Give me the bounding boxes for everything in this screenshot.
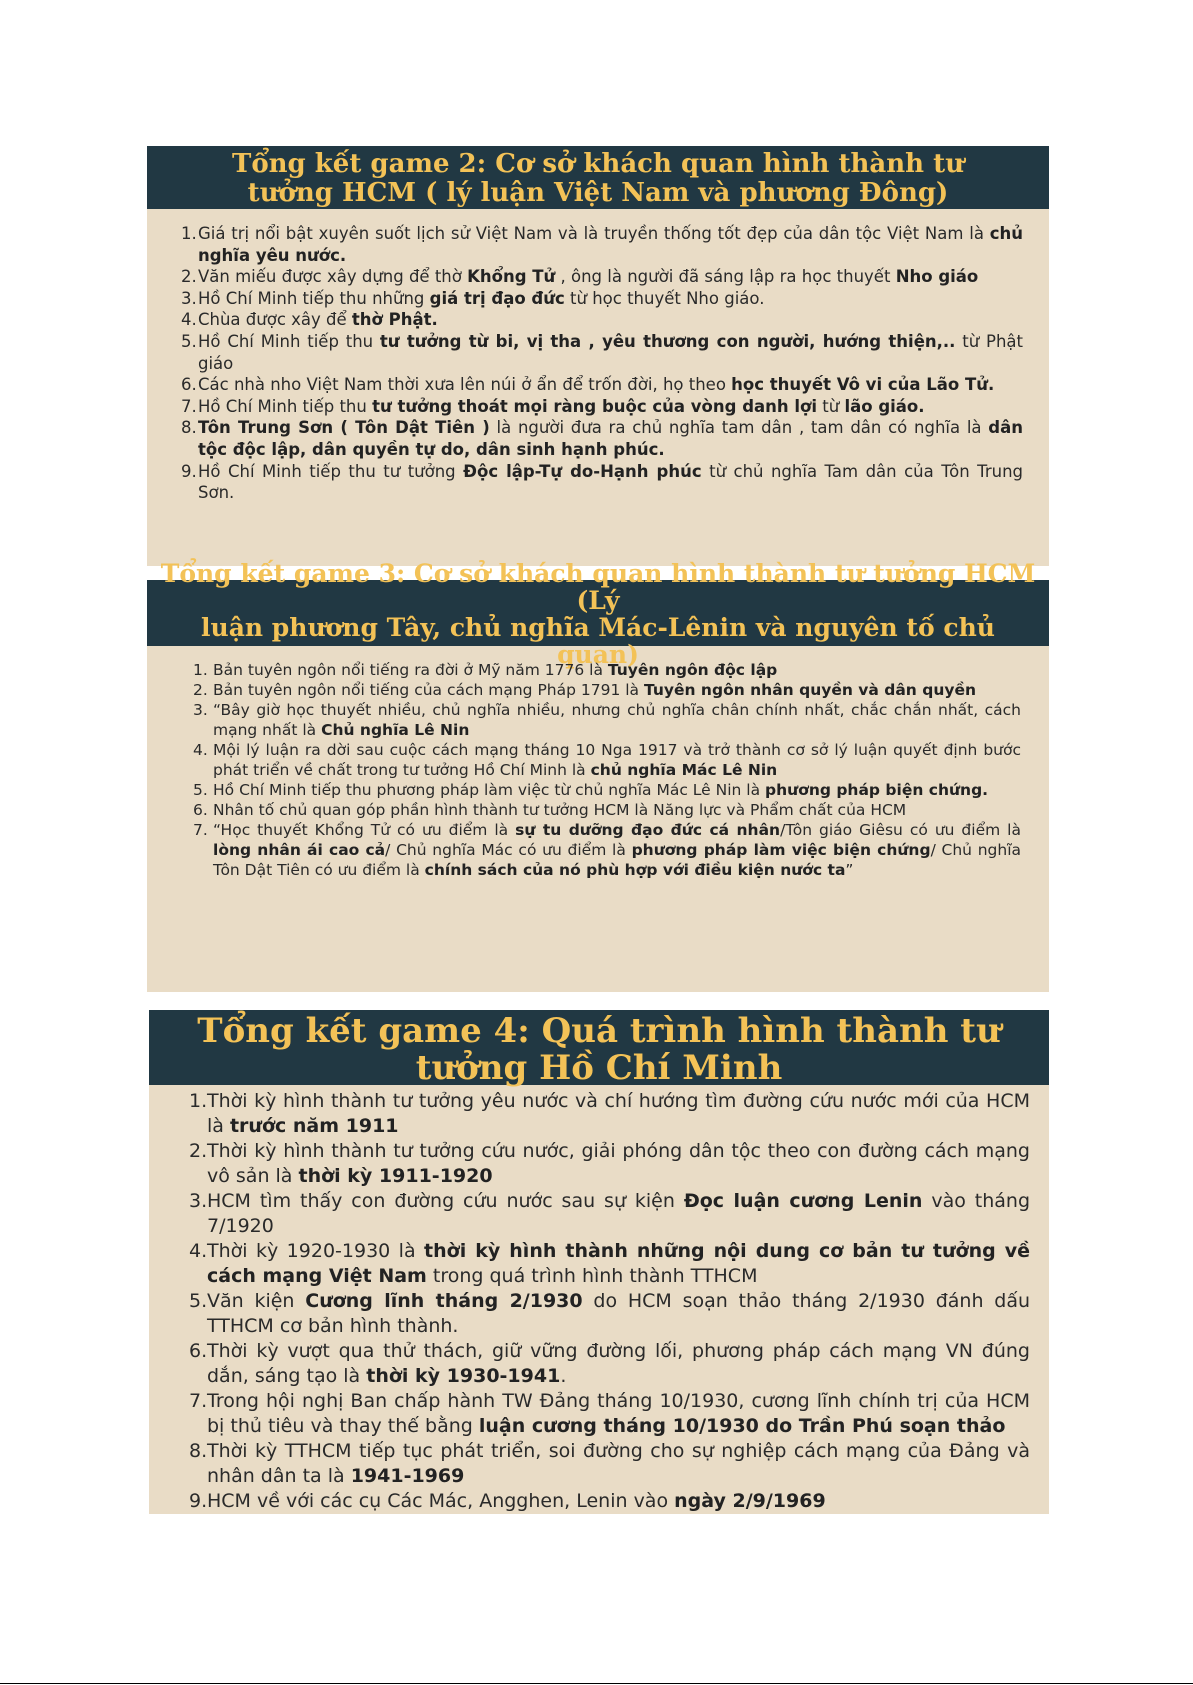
list-item xyxy=(193,680,1021,700)
list-item xyxy=(189,1189,1030,1239)
list-item xyxy=(189,1139,1030,1189)
page-bottom-rule xyxy=(0,1683,1193,1684)
list-item-number: 8. xyxy=(189,1440,208,1462)
list-item-text: Nhân tố chủ quan góp phần hình thành tư tưởng HCM là Năng lực và Phẩm chất của HCM xyxy=(213,801,907,819)
list-item xyxy=(189,1089,1030,1139)
list-item-text: Hồ Chí Minh tiếp thu phương pháp làm việc từ chủ nghĩa Mác Lê Nin là phương pháp biện chứng. xyxy=(213,781,989,799)
card-title xyxy=(147,146,1049,209)
list-item-number: 9. xyxy=(189,1490,208,1512)
list-item-number: 2. xyxy=(193,681,208,699)
list-item-text: Tôn Trung Sơn ( Tôn Dật Tiên ) là người đưa ra chủ nghĩa tam dân , tam dân có nghĩa là dân tộc độc lập, dân quyền tự do, dân sinh hạnh phúc. xyxy=(198,418,1023,459)
list-item-number: 6. xyxy=(193,801,208,819)
list-item xyxy=(193,740,1021,780)
list-item-text: Chùa được xây để thờ Phật. xyxy=(198,310,438,330)
list-item-text: Hồ Chí Minh tiếp thu tư tưởng từ bi, vị tha , yêu thương con người, hướng thiện,.. từ Phật giáo xyxy=(198,331,1023,373)
summary-list xyxy=(147,209,1049,504)
list-item-text: Giá trị nổi bật xuyên suốt lịch sử Việt Nam và là truyền thống tốt đẹp của dân tộc Việt Nam là chủ nghĩa yêu nước. xyxy=(198,224,1023,265)
list-item-text: Thời kỳ TTHCM tiếp tục phát triển, soi đường cho sự nghiệp cách mạng của Đảng và nhân dân ta là 1941-1969 xyxy=(207,1440,1030,1487)
card-title-line: tưởng Hồ Chí Minh xyxy=(415,1047,783,1088)
list-item-text: “Bây giờ học thuyết nhiều, chủ nghĩa nhiều, nhưng chủ nghĩa chân chính nhất, chắc chắn nhất, cách mạng nhất là Chủ nghĩa Lê Nin xyxy=(213,701,1021,739)
list-item-number: 4. xyxy=(181,310,197,330)
list-item xyxy=(181,309,1023,331)
card-title xyxy=(147,559,1049,669)
list-item-number: 1. xyxy=(189,1090,208,1112)
list-item-text: Bản tuyên ngôn nổi tiếng của cách mạng Pháp 1791 là Tuyên ngôn nhân quyền và dân quyền xyxy=(213,681,977,699)
list-item-text: Thời kỳ hình thành tư tưởng yêu nước và chí hướng tìm đường cứu nước mới của HCM là trước năm 1911 xyxy=(207,1090,1030,1137)
list-item-number: 1. xyxy=(193,661,208,679)
list-item xyxy=(181,396,1023,418)
list-item-text: Bản tuyên ngôn nổi tiếng ra đời ở Mỹ năm 1776 là Tuyên ngôn độc lập xyxy=(213,661,778,679)
list-item-text: Thời kỳ vượt qua thử thách, giữ vững đường lối, phương pháp cách mạng VN đúng dắn, sáng tạo là thời kỳ 1930-1941. xyxy=(207,1340,1030,1387)
card-title-line: luận phương Tây, chủ nghĩa Mác-Lênin và nguyên tố chủ quan) xyxy=(201,613,995,669)
list-item-number: 7. xyxy=(181,396,197,416)
card-title-line: tưởng HCM ( lý luận Việt Nam và phương Đông) xyxy=(247,177,949,208)
list-item xyxy=(189,1339,1030,1389)
list-item xyxy=(181,374,1023,396)
list-item-number: 3. xyxy=(189,1190,208,1212)
list-item xyxy=(181,266,1023,288)
summary-list xyxy=(147,646,1049,880)
card-title xyxy=(149,1010,1049,1088)
summary-card-game-4 xyxy=(147,1010,1049,1514)
list-item-text: “Học thuyết Khổng Tử có ưu điểm là sự tu dưỡng đạo đức cá nhân/Tôn giáo Giêsu có ưu điểm là lòng nhân ái cao cả/ Chủ nghĩa Mác có ưu điểm là phương pháp làm việc biện chứng/ Chủ nghĩa Tôn Dật Tiên có ưu điểm là chính sách của nó phù hợp với điều kiện nước ta” xyxy=(213,821,1021,879)
list-item xyxy=(193,800,1021,820)
list-item xyxy=(193,660,1021,680)
list-item xyxy=(181,417,1023,460)
card-title-line: Tổng kết game 2: Cơ sở khách quan hình thành tư xyxy=(231,148,965,179)
list-item xyxy=(189,1239,1030,1289)
list-item-text: Hồ Chí Minh tiếp thu tư tưởng Độc lập-Tự do-Hạnh phúc từ chủ nghĩa Tam dân của Tôn Trung Sơn. xyxy=(198,461,1024,503)
list-item-text: Văn kiện Cương lĩnh tháng 2/1930 do HCM soạn thảo tháng 2/1930 đánh dấu TTHCM cơ bản hình thành. xyxy=(207,1290,1031,1337)
list-item-text: HCM tìm thấy con đường cứu nước sau sự kiện Đọc luận cương Lenin vào tháng 7/1920 xyxy=(207,1190,1031,1237)
list-item xyxy=(189,1439,1030,1489)
list-item-number: 6. xyxy=(181,375,197,395)
list-item-text: Mội lý luận ra dời sau cuộc cách mạng tháng 10 Nga 1917 và trở thành cơ sở lý luận quyết định bước phát triển về chất trong tư tưởng Hồ Chí Minh là chủ nghĩa Mác Lê Nin xyxy=(213,741,1021,779)
list-item-number: 6. xyxy=(189,1340,208,1362)
list-item-number: 5. xyxy=(181,331,197,351)
list-item-number: 5. xyxy=(193,781,208,799)
list-item xyxy=(181,288,1023,310)
list-item xyxy=(189,1489,1030,1514)
list-item xyxy=(181,331,1023,374)
list-item-number: 3. xyxy=(193,701,208,719)
list-item xyxy=(189,1289,1030,1339)
list-item-text: Thời kỳ 1920-1930 là thời kỳ hình thành những nội dung cơ bản tư tưởng về cách mạng Việt Nam trong quá trình hình thành TTHCM xyxy=(207,1240,1030,1287)
summary-card-game-2 xyxy=(147,146,1049,566)
list-item-text: Hồ Chí Minh tiếp thu những giá trị đạo đức từ học thuyết Nho giáo. xyxy=(198,288,765,308)
list-item-number: 1. xyxy=(181,224,197,243)
list-item-number: 5. xyxy=(189,1290,208,1312)
list-item-number: 7. xyxy=(189,1390,208,1412)
list-item xyxy=(193,820,1021,880)
card-title-line: Tổng kết game 3: Cơ sở khách quan hình thành tư tưởng HCM (Lý xyxy=(160,559,1036,615)
list-item-text: Thời kỳ hình thành tư tưởng cứu nước, giải phóng dân tộc theo con đường cách mạng vô sản là thời kỳ 1911-1920 xyxy=(207,1140,1030,1187)
list-item-number: 4. xyxy=(193,741,208,759)
list-item-text: Văn miếu được xây dựng để thờ Khổng Tử , ông là người đã sáng lập ra học thuyết Nho giáo xyxy=(198,267,979,287)
list-item-number: 9. xyxy=(181,461,197,481)
list-item-text: Hồ Chí Minh tiếp thu tư tưởng thoát mọi ràng buộc của vòng danh lợi từ lão giáo. xyxy=(198,396,925,416)
list-item xyxy=(193,780,1021,800)
card-title-line: Tổng kết game 4: Quá trình hình thành tư xyxy=(197,1010,1001,1051)
list-item xyxy=(181,223,1023,266)
list-item-number: 2. xyxy=(181,267,197,287)
list-item-number: 7. xyxy=(193,821,208,839)
list-item-number: 8. xyxy=(181,418,197,438)
list-item-number: 4. xyxy=(189,1240,208,1262)
list-item-number: 3. xyxy=(181,288,197,308)
list-item-text: Các nhà nho Việt Nam thời xưa lên núi ở ẩn để trốn đời, họ theo học thuyết Vô vi của Lão Tử. xyxy=(198,375,995,395)
list-item xyxy=(181,461,1023,504)
summary-card-game-3 xyxy=(147,559,1049,992)
list-item-number: 2. xyxy=(189,1140,208,1162)
list-item-text: HCM về với các cụ Các Mác, Angghen, Lenin vào ngày 2/9/1969 xyxy=(207,1490,826,1512)
summary-list xyxy=(149,1085,1049,1514)
list-item xyxy=(193,700,1021,740)
list-item xyxy=(189,1389,1030,1439)
list-item-text: Trong hội nghị Ban chấp hành TW Đảng tháng 10/1930, cương lĩnh chính trị của HCM bị thủ tiêu và thay thế bằng luận cương tháng 10/1930 do Trần Phú soạn thảo xyxy=(207,1390,1030,1437)
